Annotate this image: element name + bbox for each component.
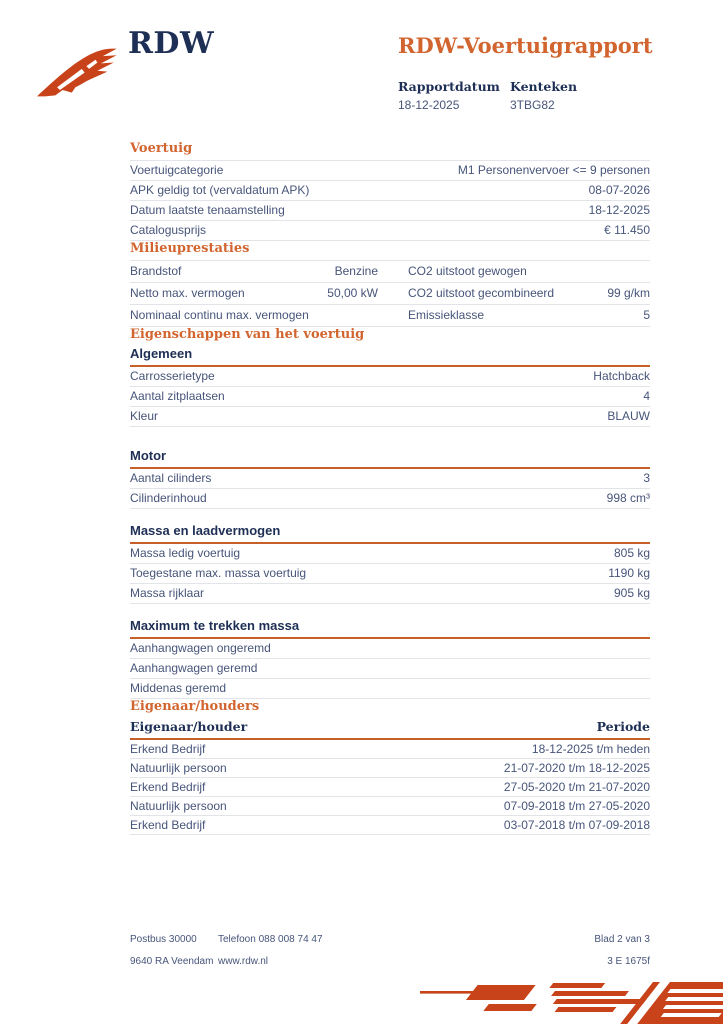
footer-contact xyxy=(218,934,323,978)
owners-table xyxy=(130,740,650,835)
row-value: 1190 kg xyxy=(608,566,650,580)
row-label: Aanhangwagen ongeremd xyxy=(130,641,271,655)
row-value: 905 kg xyxy=(613,586,650,600)
owners-table-header xyxy=(130,718,650,740)
owner-period: 21-07-2020 t/m 18-12-2025 xyxy=(503,760,650,775)
license-plate-block xyxy=(510,79,622,112)
table-row xyxy=(130,305,650,327)
owner-type: Erkend Bedrijf xyxy=(130,817,206,832)
row-label: Aantal zitplaatsen xyxy=(130,389,225,403)
row-value: 18-12-2025 xyxy=(588,203,650,217)
table-row xyxy=(130,564,650,584)
section-heading-milieuprestaties: Milieuprestaties xyxy=(130,241,250,256)
table-row xyxy=(130,759,650,778)
owner-period: 07-09-2018 t/m 27-05-2020 xyxy=(503,798,650,813)
row-label: CO2 uitstoot gewogen xyxy=(408,264,527,278)
milieuprestaties-table xyxy=(130,260,650,327)
subsection-heading-massa: Massa en laadvermogen xyxy=(130,523,650,544)
row-label: Catalogusprijs xyxy=(130,223,207,237)
row-label: Nominaal continu max. vermogen xyxy=(130,308,309,322)
table-row xyxy=(130,584,650,604)
row-label: Aanhangwagen geremd xyxy=(130,661,258,675)
column-header-owner: Eigenaar/houder xyxy=(130,719,248,734)
row-value: 08-07-2026 xyxy=(588,183,650,197)
table-row xyxy=(130,407,650,427)
motor-table xyxy=(130,469,650,509)
owner-type: Erkend Bedrijf xyxy=(130,779,206,794)
section-heading-eigenaren: Eigenaar/houders xyxy=(130,699,260,714)
row-value: 4 xyxy=(643,389,650,403)
row-value: 805 kg xyxy=(613,546,650,560)
report-body xyxy=(130,141,650,835)
row-label: Datum laatste tenaamstelling xyxy=(130,203,285,217)
massa-table xyxy=(130,544,650,604)
row-label: Toegestane max. massa voertuig xyxy=(130,566,307,580)
row-value: 3 xyxy=(643,471,650,485)
subsection-heading-trekken-massa: Maximum te trekken massa xyxy=(130,618,650,639)
owner-period: 03-07-2018 t/m 07-09-2018 xyxy=(503,817,650,832)
license-plate-value: 3TBG82 xyxy=(510,98,555,112)
footer-website-link[interactable]: www.rdw.nl xyxy=(218,956,269,967)
rdw-feather-logo-icon xyxy=(34,36,126,100)
row-label: Middenas geremd xyxy=(130,681,227,695)
table-row xyxy=(130,797,650,816)
section-heading-voertuig: Voertuig xyxy=(130,141,193,156)
owner-type: Natuurlijk persoon xyxy=(130,798,227,813)
row-label: Cilinderinhoud xyxy=(130,491,207,505)
row-value: M1 Personenvervoer <= 9 personen xyxy=(457,163,650,177)
report-meta xyxy=(398,79,658,112)
trekken-massa-table xyxy=(130,639,650,699)
table-row xyxy=(130,469,650,489)
table-row xyxy=(130,283,650,305)
row-label: Voertuigcategorie xyxy=(130,163,224,177)
owner-period: 18-12-2025 t/m heden xyxy=(531,741,650,756)
row-label: Massa ledig voertuig xyxy=(130,546,241,560)
footer-page-info xyxy=(594,934,650,978)
table-row xyxy=(130,161,650,181)
table-row xyxy=(130,544,650,564)
form-code: 3 E 1675f xyxy=(607,956,650,967)
row-value: 998 cm³ xyxy=(606,491,650,505)
table-row xyxy=(130,261,650,283)
footer-postbus: Postbus 30000 xyxy=(130,934,197,945)
owner-period: 27-05-2020 t/m 21-07-2020 xyxy=(503,779,650,794)
row-label: Emissieklasse xyxy=(408,308,485,322)
table-row xyxy=(130,387,650,407)
row-value: 5 xyxy=(643,308,650,322)
voertuig-table xyxy=(130,160,650,241)
owner-type: Natuurlijk persoon xyxy=(130,760,227,775)
row-value: 50,00 kW xyxy=(327,286,378,300)
report-date-label: Rapportdatum xyxy=(398,79,500,94)
table-row xyxy=(130,679,650,699)
table-row xyxy=(130,201,650,221)
license-plate-label: Kenteken xyxy=(510,79,578,94)
report-header xyxy=(398,33,658,112)
table-row xyxy=(130,639,650,659)
report-date-value: 18-12-2025 xyxy=(398,98,460,112)
algemeen-table xyxy=(130,367,650,427)
table-row xyxy=(130,367,650,387)
speed-stripes-graphic-icon xyxy=(420,982,723,1024)
rdw-wordmark: RDW xyxy=(128,26,215,61)
report-date-block xyxy=(398,79,510,112)
table-row xyxy=(130,740,650,759)
subsection-heading-motor: Motor xyxy=(130,448,650,469)
row-label: Kleur xyxy=(130,409,159,423)
row-label: CO2 uitstoot gecombineerd xyxy=(408,286,555,300)
row-label: Carrosserietype xyxy=(130,369,215,383)
row-label: Massa rijklaar xyxy=(130,586,205,600)
table-row xyxy=(130,489,650,509)
table-row xyxy=(130,659,650,679)
table-row xyxy=(130,221,650,241)
page-number: Blad 2 van 3 xyxy=(594,934,650,945)
row-label: Aantal cilinders xyxy=(130,471,212,485)
row-label: APK geldig tot (vervaldatum APK) xyxy=(130,183,310,197)
footer-address xyxy=(130,934,213,978)
owner-type: Erkend Bedrijf xyxy=(130,741,206,756)
row-value: Benzine xyxy=(334,264,378,278)
page-title: RDW-Voertuigrapport xyxy=(398,33,653,58)
row-value: 99 g/km xyxy=(607,286,650,300)
row-value: BLAUW xyxy=(607,409,650,423)
column-header-period: Periode xyxy=(596,719,650,734)
row-value: € 11.450 xyxy=(604,223,650,237)
row-label: Brandstof xyxy=(130,264,182,278)
row-value: Hatchback xyxy=(593,369,650,383)
table-row xyxy=(130,816,650,835)
table-row xyxy=(130,778,650,797)
footer-phone: Telefoon 088 008 74 47 xyxy=(218,934,323,945)
section-heading-eigenschappen: Eigenschappen van het voertuig xyxy=(130,327,365,342)
footer-city: 9640 RA Veendam xyxy=(130,956,214,967)
row-label: Netto max. vermogen xyxy=(130,286,245,300)
table-row xyxy=(130,181,650,201)
subsection-heading-algemeen: Algemeen xyxy=(130,346,650,367)
